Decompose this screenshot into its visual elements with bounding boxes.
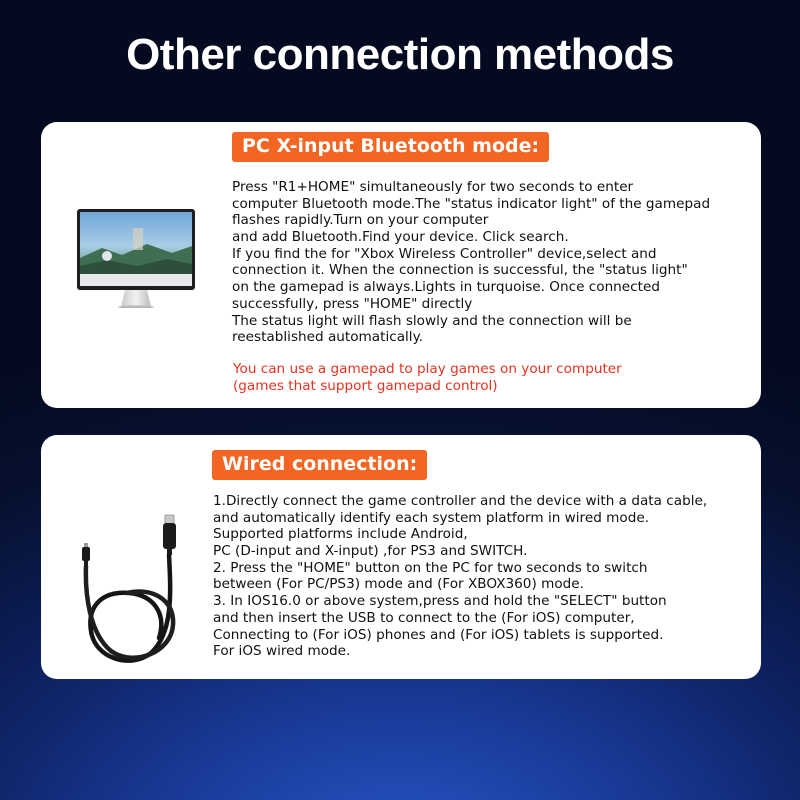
page-title: Other connection methods bbox=[126, 30, 674, 79]
instruction-line: 2. Press the "HOME" button on the PC for two seconds to switch bbox=[213, 559, 648, 576]
bluetooth-note bbox=[233, 361, 622, 394]
instruction-line: PC (D-input and X-input) ,for PS3 and SWITCH. bbox=[213, 543, 528, 560]
instruction-line: For iOS wired mode. bbox=[213, 643, 351, 660]
instruction-line: If you find the for "Xbox Wireless Controller" device,select and bbox=[232, 245, 657, 262]
bluetooth-instructions bbox=[232, 179, 710, 346]
instruction-line: Connecting to (For iOS) phones and (For iOS) tablets is supported. bbox=[213, 626, 664, 643]
instruction-line: The status light will flash slowly and the connection will be bbox=[232, 312, 632, 329]
instruction-line: and automatically identify each system platform in wired mode. bbox=[213, 509, 650, 526]
instruction-line: on the gamepad is always.Lights in turquoise. Once connected bbox=[232, 279, 660, 296]
instruction-line: connection it. When the connection is successful, the "status light" bbox=[232, 262, 688, 279]
instruction-line: reestablished automatically. bbox=[232, 329, 424, 346]
instruction-line: Supported platforms include Android, bbox=[213, 526, 468, 543]
usb-cable-icon bbox=[81, 513, 191, 663]
instruction-line: Press "R1+HOME" simultaneously for two seconds to enter bbox=[232, 179, 634, 195]
instruction-line: 3. In IOS16.0 or above system,press and hold the "SELECT" button bbox=[213, 593, 667, 610]
computer-monitor-icon bbox=[77, 208, 197, 308]
bluetooth-mode-badge: PC X-input Bluetooth mode: bbox=[232, 132, 549, 162]
instruction-line: computer Bluetooth mode.The "status indicator light" of the gamepad bbox=[232, 195, 711, 212]
bluetooth-mode-card bbox=[41, 122, 761, 408]
instruction-line: and then insert the USB to connect to the (For iOS) computer, bbox=[213, 609, 635, 626]
instruction-line: flashes rapidly.Turn on your computer bbox=[232, 212, 489, 229]
note-line: You can use a gamepad to play games on your computer bbox=[233, 361, 622, 377]
instruction-line: and add Bluetooth.Find your device. Click search. bbox=[232, 229, 569, 246]
instruction-line: successfully, press "HOME" directly bbox=[232, 295, 473, 312]
wired-connection-card bbox=[41, 435, 761, 679]
instruction-line: between (For PC/PS3) mode and (For XBOX360) mode. bbox=[213, 576, 584, 593]
instruction-line: 1.Directly connect the game controller and the device with a data cable, bbox=[213, 493, 708, 509]
wired-connection-badge: Wired connection: bbox=[212, 450, 427, 480]
note-line: (games that support gamepad control) bbox=[233, 377, 498, 394]
wired-instructions bbox=[213, 493, 707, 660]
